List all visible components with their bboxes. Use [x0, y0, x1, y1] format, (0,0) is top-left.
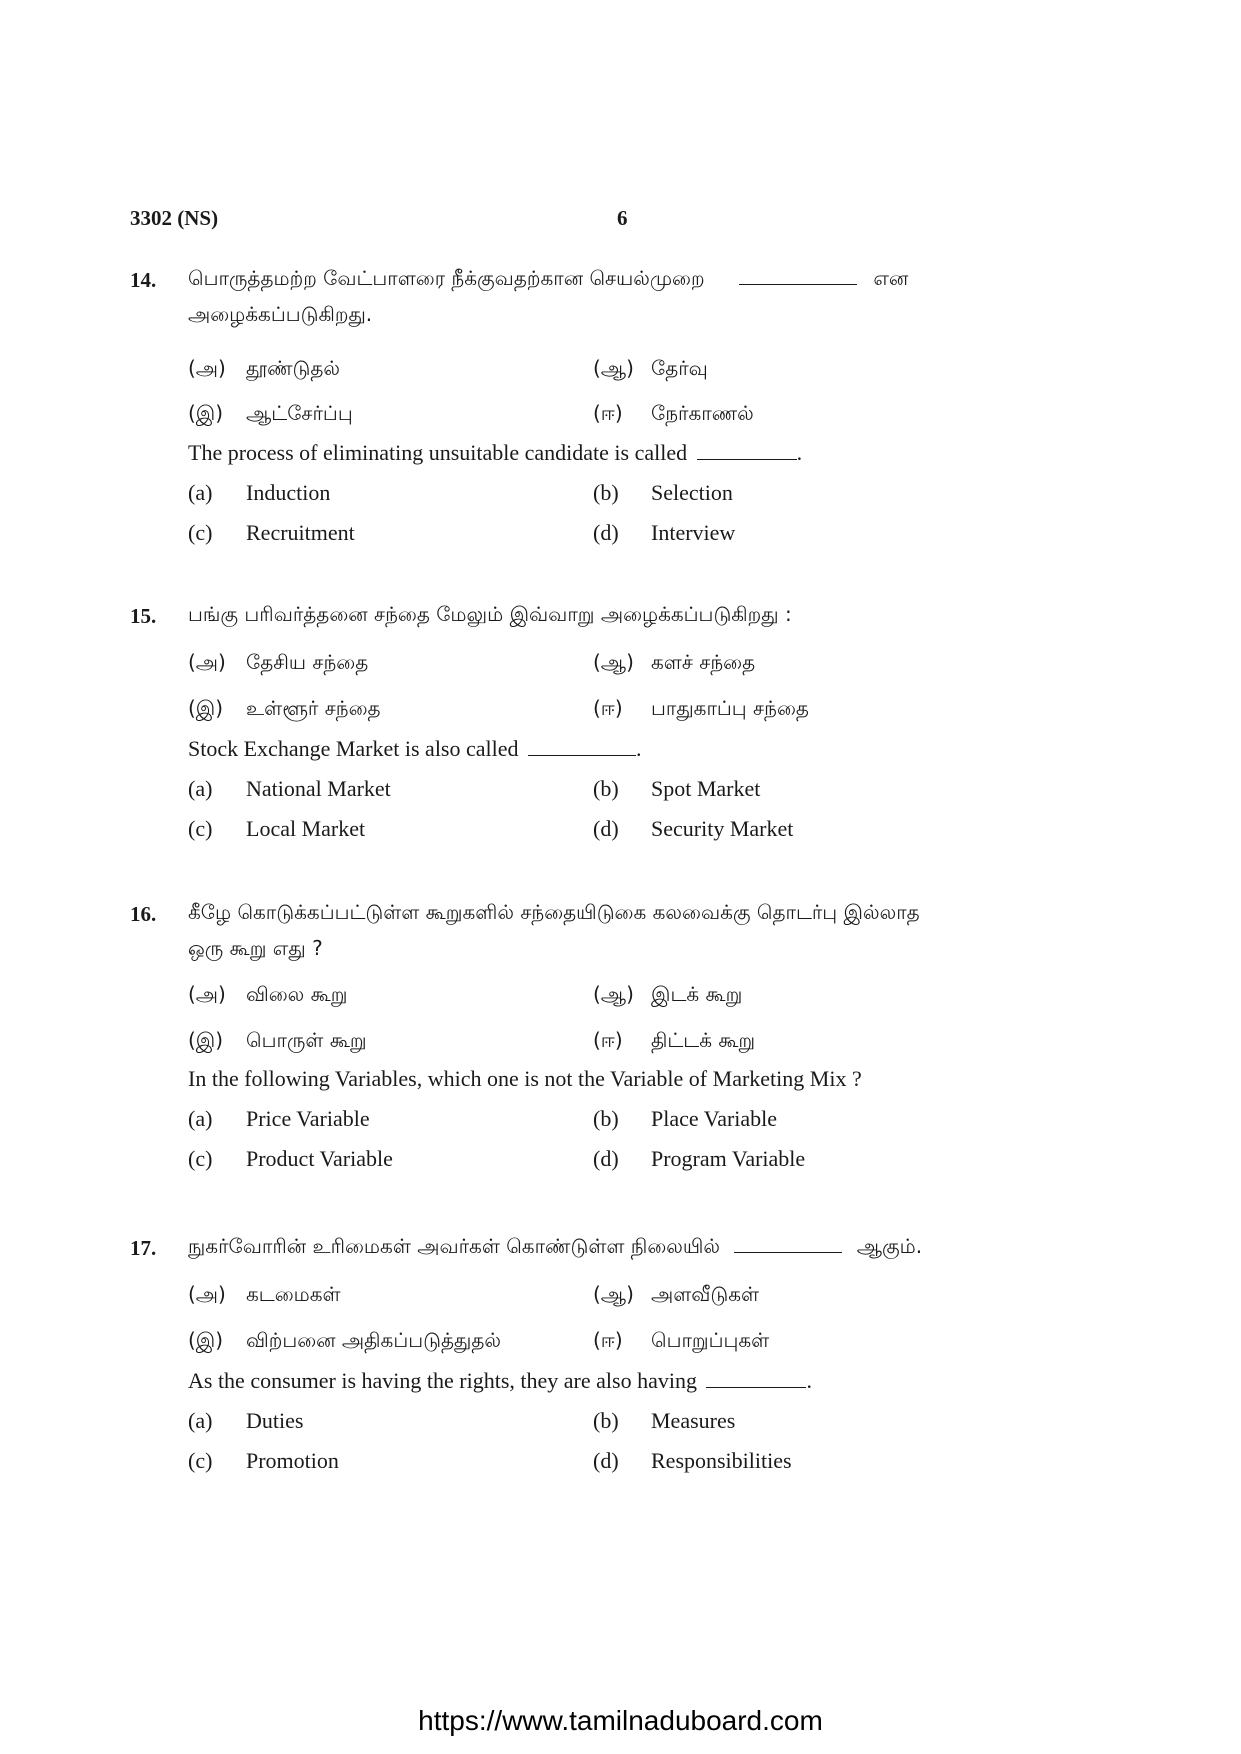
tamil-option-d: (ஈ) திட்டக் கூறு	[593, 1028, 756, 1052]
question-number: 16.	[130, 902, 157, 926]
page-number: 6	[617, 206, 628, 230]
tamil-option-a: (அ) விலை கூறு	[188, 982, 348, 1006]
english-option-b: (b) Selection	[593, 480, 733, 505]
answer-blank	[528, 737, 636, 756]
tamil-question-stem: நுகர்வோரின் உரிமைகள் அவர்கள் கொண்டுள்ள நிலையில் ஆகும்.	[188, 1234, 923, 1258]
footer-url: https://www.tamilnaduboard.com	[418, 1705, 823, 1736]
english-option-b: (b) Measures	[593, 1408, 736, 1433]
english-question-stem: The process of eliminating unsuitable candidate is called .	[188, 440, 803, 465]
english-option-d: (d) Program Variable	[593, 1146, 806, 1171]
english-question-stem: Stock Exchange Market is also called .	[188, 736, 642, 761]
tamil-option-b: (ஆ) களச் சந்தை	[593, 650, 756, 674]
tamil-option-c: (இ) ஆட்சேர்ப்பு	[188, 401, 353, 425]
tamil-option-a: (அ) கடமைகள்	[188, 1282, 341, 1306]
english-option-a: (a) Induction	[188, 480, 331, 505]
paper-code: 3302 (NS)	[130, 206, 219, 230]
answer-blank	[739, 266, 857, 285]
tamil-option-d: (ஈ) பொறுப்புகள்	[593, 1328, 770, 1352]
tamil-question-stem: கீழே கொடுக்கப்பட்டுள்ள கூறுகளில் சந்தையிடுகை கலவைக்கு தொடர்பு இல்லாத ஒரு கூறு எது ?	[188, 900, 920, 960]
english-option-b: (b) Place Variable	[593, 1106, 778, 1131]
english-option-d: (d) Interview	[593, 520, 736, 545]
english-option-a: (a) Price Variable	[188, 1106, 370, 1131]
tamil-option-b: (ஆ) தேர்வு	[593, 356, 708, 380]
tamil-option-a: (அ) தேசிய சந்தை	[188, 650, 369, 674]
english-option-a: (a) Duties	[188, 1408, 304, 1433]
english-question-stem: As the consumer is having the rights, they are also having .	[188, 1368, 812, 1393]
page-header	[130, 206, 1110, 238]
tamil-option-d: (ஈ) நேர்காணல்	[593, 401, 754, 425]
question-number: 17.	[130, 1236, 157, 1260]
english-option-d: (d) Responsibilities	[593, 1448, 792, 1473]
english-question-stem: In the following Variables, which one is not the Variable of Marketing Mix ?	[188, 1066, 862, 1091]
answer-blank	[734, 1234, 842, 1253]
tamil-option-c: (இ) பொருள் கூறு	[188, 1028, 367, 1052]
tamil-question-stem: பங்கு பரிவர்த்தனை சந்தை மேலும் இவ்வாறு அழைக்கப்படுகிறது :	[188, 602, 792, 626]
tamil-question-stem: பொருத்தமற்ற வேட்பாளரை நீக்குவதற்கான செயல்முறை என அழைக்கப்படுகிறது.	[188, 266, 909, 326]
tamil-option-a: (அ) தூண்டுதல்	[188, 356, 341, 380]
tamil-option-d: (ஈ) பாதுகாப்பு சந்தை	[593, 696, 809, 720]
english-option-a: (a) National Market	[188, 776, 391, 801]
english-option-b: (b) Spot Market	[593, 776, 761, 801]
answer-blank	[697, 441, 797, 460]
tamil-option-b: (ஆ) அளவீடுகள்	[593, 1282, 760, 1306]
english-option-c: (c) Recruitment	[188, 520, 355, 545]
english-option-d: (d) Security Market	[593, 816, 794, 841]
english-option-c: (c) Product Variable	[188, 1146, 393, 1171]
answer-blank	[706, 1369, 806, 1388]
question-number: 15.	[130, 604, 157, 628]
english-option-c: (c) Local Market	[188, 816, 366, 841]
english-option-c: (c) Promotion	[188, 1448, 339, 1473]
tamil-option-b: (ஆ) இடக் கூறு	[593, 982, 743, 1006]
tamil-option-c: (இ) விற்பனை அதிகப்படுத்துதல்	[188, 1328, 501, 1352]
tamil-option-c: (இ) உள்ளூர் சந்தை	[188, 696, 381, 720]
question-number: 14.	[130, 268, 157, 292]
